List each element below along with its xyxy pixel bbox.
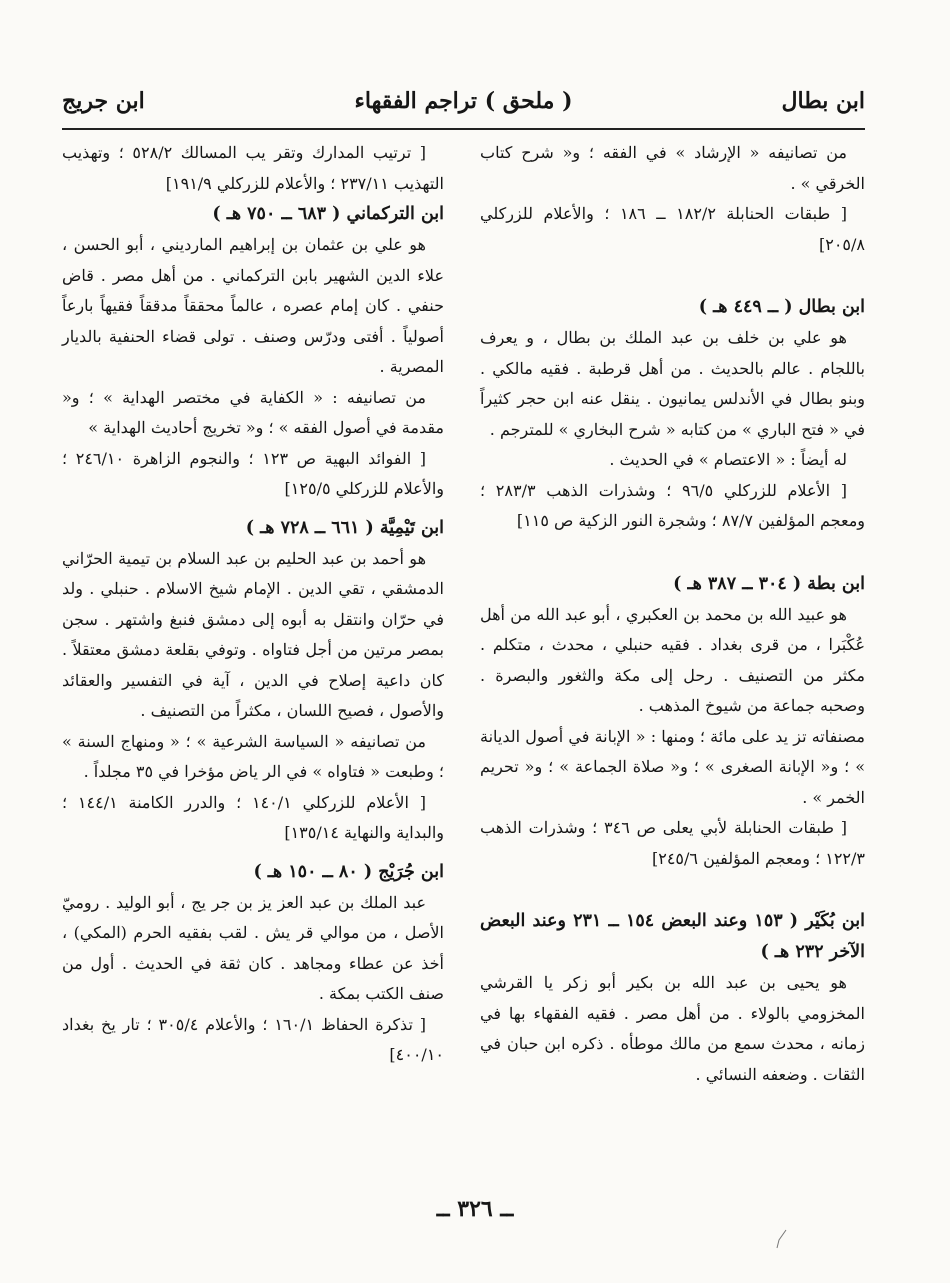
continued-text: من تصانيفه « الإرشاد » في الفقه ؛ و« شرح كتاب الخرقي » . — [480, 143, 865, 193]
entry-title: ابن بطال ( ــ ٤٤٩ هـ ) — [698, 297, 865, 317]
header-left-title: ابن جريج — [62, 88, 145, 114]
reference-note: [ الأعلام للزركلي ٩٦/٥ ؛ وشذرات الذهب ٢٨٣/٣ ؛ ومعجم المؤلفين ٨٧/٧ ؛ وشجرة النور الزكية ص ١١٥] — [480, 480, 865, 530]
header-center-title: ( ملحق ) تراجم الفقهاء — [354, 88, 573, 114]
running-header — [62, 84, 865, 130]
reference-note: [ طبقات الحنابلة ١٨٢/٢ ــ ١٨٦ ؛ والأعلام للزركلي ٢٠٥/٨] — [480, 204, 865, 254]
biography-entry — [480, 569, 865, 875]
biography-entry — [480, 906, 865, 1090]
entry-paragraph: هو أحمد بن عبد الحليم بن عبد السلام بن تيمية الحرّاني الدمشقي ، تقي الدين . الإمام شيخ الاسلام . حنبلي . ولد في حرّان وانتقل به أبوه إلى دمشق فنبغ واشتهر . سجن بمصر مرتين من أجل فتاواه . وتوفي بقلعة دمشق معتقلاً . كان داعية إصلاح في الدين ، آية في التفسير والعقائد والأصول ، فصيح اللسان ، مكثراً من التصنيف . — [62, 548, 445, 720]
entry-title: ابن التركماني ( ٦٨٣ ــ ٧٥٠ هـ ) — [212, 204, 444, 224]
entry-paragraph: هو عبيد الله بن محمد بن العكبري ، أبو عبد الله من أهل عُكْبَرا ، من قرى بغداد . فقيه حنبلي ، محدث ، متكلم . مكثر من التصنيف . رحل إلى مكة والثغور والبصرة . وصحبه جماعة من شيوخ المذهب . — [480, 604, 865, 715]
right-column — [480, 138, 865, 1090]
biography-entry — [480, 292, 865, 537]
entry-paragraph: مصنفاته تز يد على مائة ؛ ومنها : « الإبانة في أصول الديانة » ؛ و« الإبانة الصغرى » ؛ و« صلاة الجماعة » ؛ و« تحريم الخمر » . — [480, 726, 865, 807]
biography-entry — [62, 513, 444, 849]
pen-mark-icon — [775, 1228, 789, 1250]
entry-paragraph: هو يحيى بن عبد الله بن بكير أبو زكر يا القرشي المخزومي بالولاء . من أهل مصر . فقيه الفقهاء بها في زمانه ، محدث سمع من مالك موطأه . ذكره ابن حبان في الثقات . وضعفه النسائي . — [480, 973, 865, 1084]
entry-title: ابن بطة ( ٣٠٤ ــ ٣٨٧ هـ ) — [673, 573, 865, 594]
entry-title: ابن تَيْمِيَّة ( ٦٦١ ــ ٧٢٨ هـ ) — [245, 517, 444, 538]
entry-paragraph: له أيضاً : « الاعتصام » في الحديث . — [609, 450, 847, 469]
biography-entry — [62, 857, 444, 1071]
reference-note: [ ترتيب المدارك وتقر يب المسالك ٥٢٨/٢ ؛ وتهذيب التهذيب ٢٣٧/١١ ؛ والأعلام للزركلي ١٩١/٩] — [62, 143, 444, 193]
reference-note: [ الفوائد البهية ص ١٢٣ ؛ والنجوم الزاهرة ٢٤٦/١٠ ؛ والأعلام للزركلي ١٢٥/٥] — [62, 448, 444, 498]
header-right-title: ابن بطال — [781, 88, 865, 114]
reference-note: [ طبقات الحنابلة لأبي يعلى ص ٣٤٦ ؛ وشذرات الذهب ١٢٢/٣ ؛ ومعجم المؤلفين ٢٤٥/٦] — [480, 818, 865, 868]
entry-paragraph: هو علي بن عثمان بن إبراهيم المارديني ، أبو الحسن ، علاء الدين الشهير بابن التركماني . من أهل مصر . قاض حنفي . كان إمام عصره ، عالماً محققاً مدققاً فقيهاً بارعاً أصولياً . أفتى ودرّس وصنف . تولى قضاء الحنفية بالديار المصرية . — [62, 235, 444, 376]
entry-title: ابن بُكَيْر ( ١٥٣ وعند البعض ١٥٤ ــ ٢٣١ وعند البعض الآخر ٢٣٢ هـ ) — [480, 911, 865, 962]
entry-paragraph: عبد الملك بن عبد العز يز بن جر يج ، أبو الوليد . روميّ الأصل ، من موالي قر يش . لقب بفقيه الحرم (المكي) ، أخذ عن عطاء ومجاهد . كان ثقة في الحديث . أول من صنف الكتب بمكة . — [62, 892, 444, 1003]
page-number: ــ ٣٢٦ ــ — [436, 1196, 514, 1222]
reference-note: [ الأعلام للزركلي ١٤٠/١ ؛ والدرر الكامنة ١٤٤/١ ؛ والبداية والنهاية ١٣٥/١٤] — [62, 792, 444, 842]
left-column — [62, 138, 444, 1071]
biography-entry — [62, 199, 444, 505]
entry-paragraph: هو علي بن خلف بن عبد الملك بن بطال ، و يعرف باللجام . عالم بالحديث . من أهل قرطبة . فقيه مالكي . وبنو بطال في الأندلس يمانيون . ينقل عنه ابن حجر كثيراً في « فتح الباري » من كتابه « شرح البخاري » للمترجم . — [480, 328, 865, 439]
entry-paragraph: من تصانيفه : « الكفاية في مختصر الهداية » ؛ و« مقدمة في أصول الفقه » ؛ و« تخريج أحاديث الهداية » — [62, 387, 444, 437]
entry-title: ابن جُرَيْج ( ٨٠ ــ ١٥٠ هـ ) — [253, 861, 444, 882]
reference-note: [ تذكرة الحفاظ ١٦٠/١ ؛ والأعلام ٣٠٥/٤ ؛ تار يخ بغداد ٤٠٠/١٠] — [62, 1014, 444, 1064]
entry-paragraph: من تصانيفه « السياسة الشرعية » ؛ « ومنهاج السنة » ؛ وطبعت « فتاواه » في الر ياض مؤخرا في ٣٥ مجلداً . — [62, 731, 444, 781]
